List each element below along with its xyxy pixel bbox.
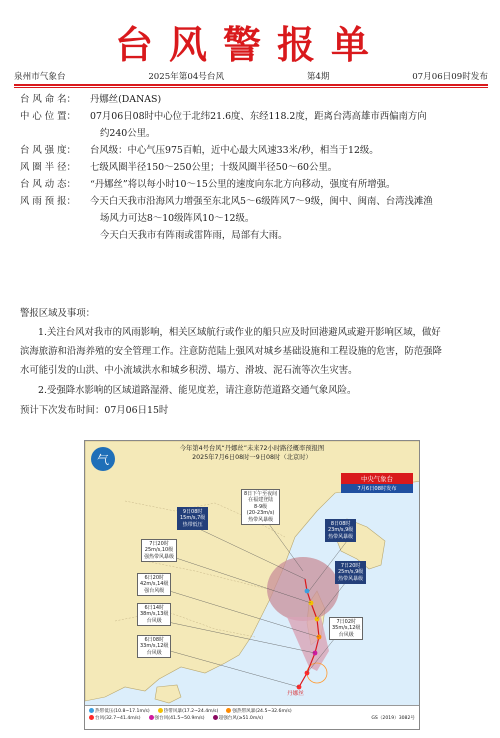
intensity-label: 台 风 强 度： — [20, 145, 76, 156]
issue-meta — [14, 70, 488, 82]
name-value: 丹娜丝(DANAS) — [90, 94, 162, 105]
legend-item: 热带低压(10.8~17.1m/s) — [89, 708, 150, 715]
legend-row-2 — [89, 715, 415, 722]
warning-item-1-line2: 滨海旅游和沿海养殖的安全管理工作。注意防范陆上强风对城乡基础设施和工程设施的危害，防范强降 — [20, 346, 442, 357]
forecast-label: 风 雨 预 报： — [20, 196, 76, 207]
forecast-box-9d08: 9日08时 15m/s,7级 热带低压 — [177, 507, 208, 530]
issued-time: 07月06日09时发布 — [412, 72, 488, 82]
forecast-box-7d20: 7日20时 25m/s,10级 强热带风暴级 — [141, 539, 177, 562]
center-value: 07月06日08时中心位于北纬21.6度、东经118.2度，距离台湾高雄市西偏南方向 — [90, 111, 427, 122]
center-label: 中 心 位 置： — [20, 111, 76, 122]
map-title-line1: 今年第4号台风“丹娜丝”未来72小时路径概率预报图 — [179, 445, 325, 452]
info-row-intensity — [20, 142, 492, 159]
cma-logo: 气 — [91, 447, 115, 471]
page-title: 台风警报单 — [114, 23, 385, 67]
legend-swatch — [158, 708, 163, 713]
agency-issued: 7月6日08时发布 — [341, 484, 413, 493]
info-row-center-cont — [20, 125, 492, 142]
forecast-value-cont: 场风力可达8～10级阵风10～12级。 — [100, 213, 255, 224]
header-rule — [14, 84, 488, 86]
legend-item: 强台风(41.5~50.9m/s) — [149, 715, 205, 722]
typhoon-name-label: 丹娜丝 — [287, 691, 304, 697]
legend-row-1 — [89, 708, 415, 715]
track-forecast-map — [84, 440, 420, 730]
radius-value: 七级风圈半径150～250公里；十级风圈半径50～60公里。 — [90, 162, 338, 173]
radius-label: 风 圈 半 径： — [20, 162, 76, 173]
name-label: 台 风 命 名： — [20, 94, 76, 105]
info-row-center — [20, 108, 492, 125]
map-approval-number: GS（2019）3082号 — [371, 716, 415, 721]
info-row-forecast-rain — [20, 227, 492, 244]
intensity-value: 台风级：中心气压975百帕，近中心最大风速33米/秒，相当于12级。 — [90, 145, 379, 156]
probability-cone — [267, 557, 339, 621]
forecast-box-landfall: 8日下午至夜间 在福建登陆 8-9级 (20-23m/s) 热带风暴级 — [241, 489, 280, 525]
info-row-forecast-cont — [20, 210, 492, 227]
issue-number: 2025年第04号台风 — [148, 72, 225, 82]
info-row-name — [20, 91, 492, 108]
legend-item: 台风(32.7~41.4m/s) — [89, 715, 141, 722]
info-row-motion — [20, 176, 492, 193]
warning-item-1: 1.关注台风对我市的风雨影响，相关区域航行或作业的船只应及时回港避风或避开影响区域，做好 — [38, 327, 441, 338]
legend-item: 热带风暴(17.2~24.4m/s) — [158, 708, 219, 715]
forecast-box-6d20: 6日20时 42m/s,14级 强台风级 — [137, 573, 171, 596]
legend-swatch — [226, 708, 231, 713]
header-rule-thin — [14, 87, 488, 88]
warning-item-2: 2.受强降水影响的区域道路湿滑、能见度差，请注意防范道路交通气象风险。 — [38, 385, 357, 396]
next-issue-time: 预计下次发布时间：07月06日15时 — [20, 405, 169, 416]
agency-name: 中央气象台 — [341, 473, 413, 484]
warning-item-1-line3: 水可能引发的山洪、中小流域洪水和城乡积涝、塌方、滑坡、泥石流等次生灾害。 — [20, 365, 358, 376]
forecast-box-6d14: 6日14时 38m/s,13级 台风级 — [137, 603, 171, 626]
period: 第4期 — [306, 72, 330, 82]
info-row-forecast — [20, 193, 492, 210]
legend-item: 强热带风暴(24.5~32.6m/s) — [226, 708, 291, 715]
legend-swatch — [89, 715, 94, 720]
motion-value: “丹娜丝”将以每小时10～15公里的速度向东北方向移动，强度有所增强。 — [90, 179, 396, 190]
motion-label: 台 风 动 态： — [20, 179, 76, 190]
typhoon-info — [20, 91, 492, 244]
legend-swatch — [89, 708, 94, 713]
forecast-rain: 今天白天我市有阵雨或雷阵雨，局部有大雨。 — [100, 230, 288, 241]
map-title-line2: 2025年7月6日08时一9日08时（北京时） — [192, 454, 312, 461]
hainan — [155, 685, 181, 703]
map-legend — [85, 705, 419, 729]
legend-item: 超强台风(≥51.0m/s) — [213, 715, 263, 722]
forecast-value: 今天白天我市沿海风力增强至东北风5～6级阵风7～9级，闽中、闽南、台湾浅滩渔 — [90, 196, 433, 207]
issuer: 泉州市气象台 — [14, 72, 66, 82]
legend-swatch — [149, 715, 154, 720]
info-row-radius — [20, 159, 492, 176]
map-title — [85, 444, 419, 462]
legend-swatch — [213, 715, 218, 720]
center-value-cont: 约240公里。 — [100, 128, 156, 139]
forecast-box-6d08: 6日08时 33m/s,12级 台风级 — [137, 635, 171, 658]
warnings-heading: 警报区域及事项： — [20, 308, 96, 319]
forecast-box-7d02: 7日02时 35m/s,12级 台风级 — [329, 617, 363, 640]
agency-block — [341, 473, 413, 493]
forecast-box-7d20-right: 7日20时 25m/s,9级 热带风暴级 — [335, 561, 366, 584]
probability-cone-south — [287, 617, 329, 671]
forecast-box-8d08: 8日08时 23m/s,9级 热带风暴级 — [325, 519, 356, 542]
